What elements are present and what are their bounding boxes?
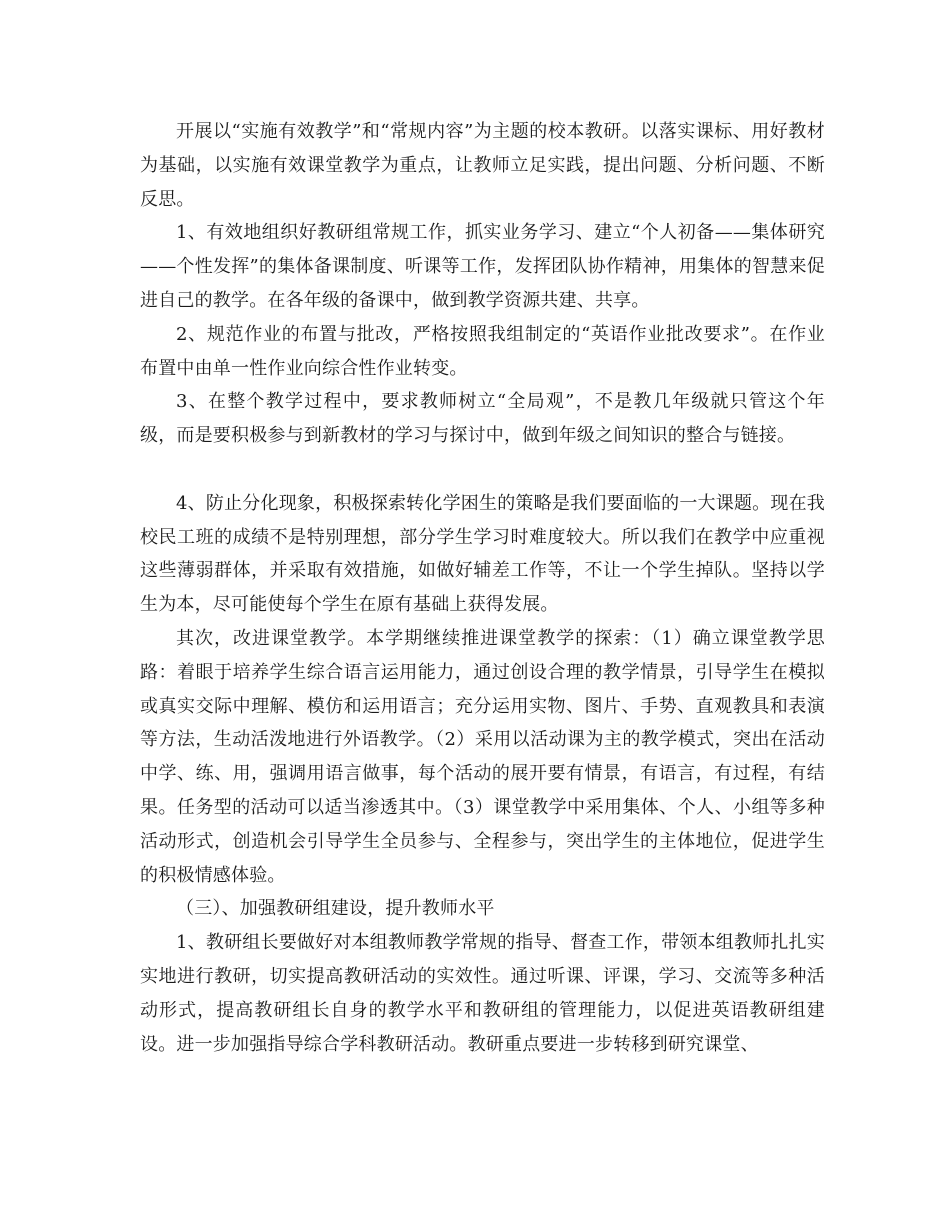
paragraph-item-2: 2、规范作业的布置与批改，严格按照我组制定的“英语作业批改要求”。在作业布置中由单一性作业向综合性作业转变。 xyxy=(140,323,825,379)
paragraph-intro: 开展以“实施有效教学”和“常规内容”为主题的校本教研。以落实课标、用好教材为基础，以实施有效课堂教学为重点，让教师立足实践，提出问题、分析问题、不断反思。 xyxy=(140,121,825,210)
section-heading: （三）、加强教研组建设，提升教师水平 xyxy=(176,898,495,920)
paragraph-classroom-teaching: 其次，改进课堂教学。本学期继续推进课堂教学的探索：（1）确立课堂教学思路：着眼于培养学生综合语言运用能力，通过创设合理的教学情景，引导学生在模拟或真实交际中理解、模仿和运用语言；充分运用实物、图片、手势、直观教具和表演等方法，生动活泼地进行外语教学。（2）采用以活动课为主的教学模式，突出在活动中学、练、用，强调用语言做事，每个活动的展开要有情景，有语言，有过程，有结果。任务型的活动可以适当渗透其中。（3）课堂教学中采用集体、个人、小组等多种活动形式，创造机会引导学生全员参与、全程参与，突出学生的主体地位，促进学生的积极情感体验。 xyxy=(140,627,825,886)
paragraph-item-3: 3、在整个教学过程中，要求教师树立“全局观”，不是教几年级就只管这个年级，而是要积极参与到新教材的学习与探讨中，做到年级之间知识的整合与链接。 xyxy=(140,391,825,447)
document-body xyxy=(140,115,825,1061)
paragraph-section-item-1: 1、教研组长要做好对本组教师教学常规的指导、督查工作，带领本组教师扎扎实实地进行教研，切实提高教研活动的实效性。通过听课、评课，学习、交流等多种活动形式，提高教研组长自身的教学水平和教研组的管理能力，以促进英语教研组建设。进一步加强指导综合学科教研活动。教研重点要进一步转移到研究课堂、 xyxy=(140,932,825,1055)
paragraph-item-4: 4、防止分化现象，积极探索转化学困生的策略是我们要面临的一大课题。现在我校民工班的成绩不是特别理想，部分学生学习时难度较大。所以我们在教学中应重视这些薄弱群体，并采取有效措施，如做好辅差工作等，不让一个学生掉队。坚持以学生为本，尽可能使每个学生在原有基础上获得发展。 xyxy=(140,492,825,616)
blank-line xyxy=(140,453,825,487)
paragraph-item-1: 1、有效地组织好教研组常规工作，抓实业务学习、建立“个人初备——集体研究——个性发挥”的集体备课制度、听课等工作，发挥团队协作精神，用集体的智慧来促进自己的教学。在各年级的备课中，做到教学资源共建、共享。 xyxy=(140,222,825,311)
